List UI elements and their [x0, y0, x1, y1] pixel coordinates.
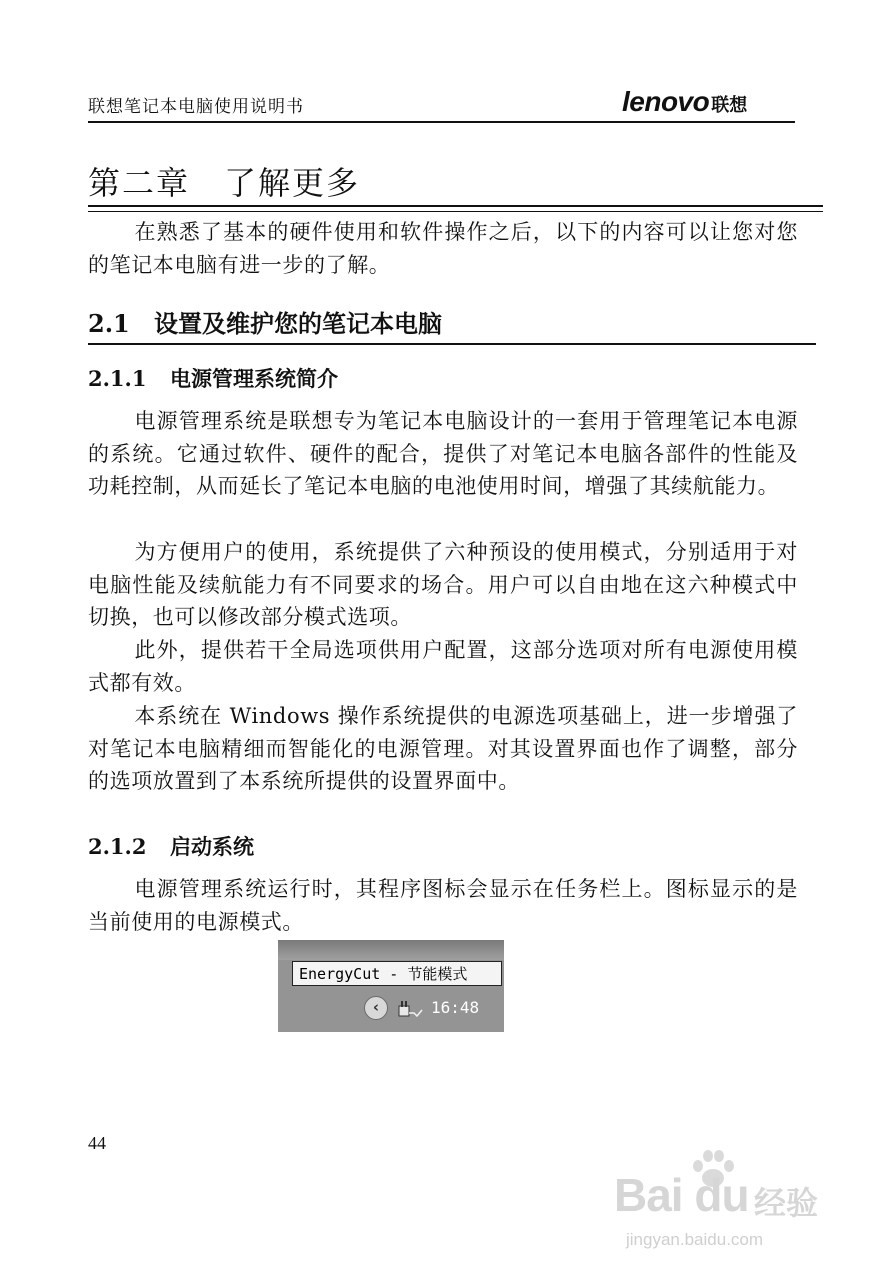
chapter-rule-thin — [88, 211, 823, 212]
subsection-title: 电源管理系统简介 — [170, 366, 338, 391]
subsection-number: 2.1.2 — [88, 834, 147, 859]
body-paragraph: 此外，提供若干全局选项供用户配置，这部分选项对所有电源使用模式都有效。 — [88, 638, 798, 695]
taskbar-background — [278, 940, 504, 960]
chapter-title: 了解更多 — [224, 164, 361, 202]
watermark-cn: 经验 — [754, 1184, 819, 1222]
power-plug-icon[interactable] — [396, 998, 424, 1020]
show-hidden-icons-button[interactable]: ‹ — [364, 996, 388, 1020]
chapter-rule-thick — [88, 205, 823, 207]
lenovo-logo — [622, 86, 747, 118]
taskbar-screenshot — [278, 940, 504, 1032]
watermark-url: jingyan.baidu.com — [626, 1230, 764, 1249]
chapter-label: 第二章 — [88, 164, 191, 202]
body-paragraph: 为方便用户的使用，系统提供了六种预设的使用模式，分别适用于对电脑性能及续航能力有不同要求的场合。用户可以自由地在这六种模式中切换，也可以修改部分模式选项。 — [88, 540, 798, 629]
subsection-heading-2 — [88, 831, 254, 861]
watermark-brand: Bai du — [614, 1169, 749, 1221]
baidu-jingyan-watermark — [614, 1148, 824, 1258]
body-paragraph: 电源管理系统是联想专为笔记本电脑设计的一套用于管理笔记本电源的系统。它通过软件、硬件的配合，提供了对笔记本电脑各部件的性能及功耗控制，从而延长了笔记本电脑的电池使用时间，增强了其续航能力。 — [88, 409, 798, 498]
subsection-title: 启动系统 — [170, 834, 254, 859]
section-heading — [88, 304, 442, 339]
page-number: 44 — [88, 1133, 106, 1153]
chapter-heading — [88, 158, 360, 204]
section-rule — [88, 343, 816, 345]
body-paragraph: 本系统在 Windows 操作系统提供的电源选项基础上，进一步增强了对笔记本电脑精细而智能化的电源管理。对其设置界面也作了调整，部分的选项放置到了本系统所提供的设置界面中。 — [88, 704, 798, 793]
logo-cn: 联想 — [711, 95, 748, 115]
taskbar-clock[interactable]: 16:48 — [431, 998, 480, 1017]
running-header-title: 联想笔记本电脑使用说明书 — [88, 97, 304, 117]
section-title: 设置及维护您的笔记本电脑 — [154, 309, 442, 338]
subsection-number: 2.1.1 — [88, 366, 147, 391]
intro-paragraph: 在熟悉了基本的硬件使用和软件操作之后，以下的内容可以让您对您的笔记本电脑有进一步的了解。 — [88, 220, 798, 277]
header-rule — [88, 121, 795, 123]
subsection-heading-1 — [88, 363, 338, 393]
logo-text: lenovo — [622, 86, 710, 117]
energycut-tooltip: EnergyCut - 节能模式 — [292, 961, 502, 986]
body-paragraph: 电源管理系统运行时，其程序图标会显示在任务栏上。图标显示的是当前使用的电源模式。 — [88, 877, 798, 934]
section-number: 2.1 — [88, 309, 130, 338]
